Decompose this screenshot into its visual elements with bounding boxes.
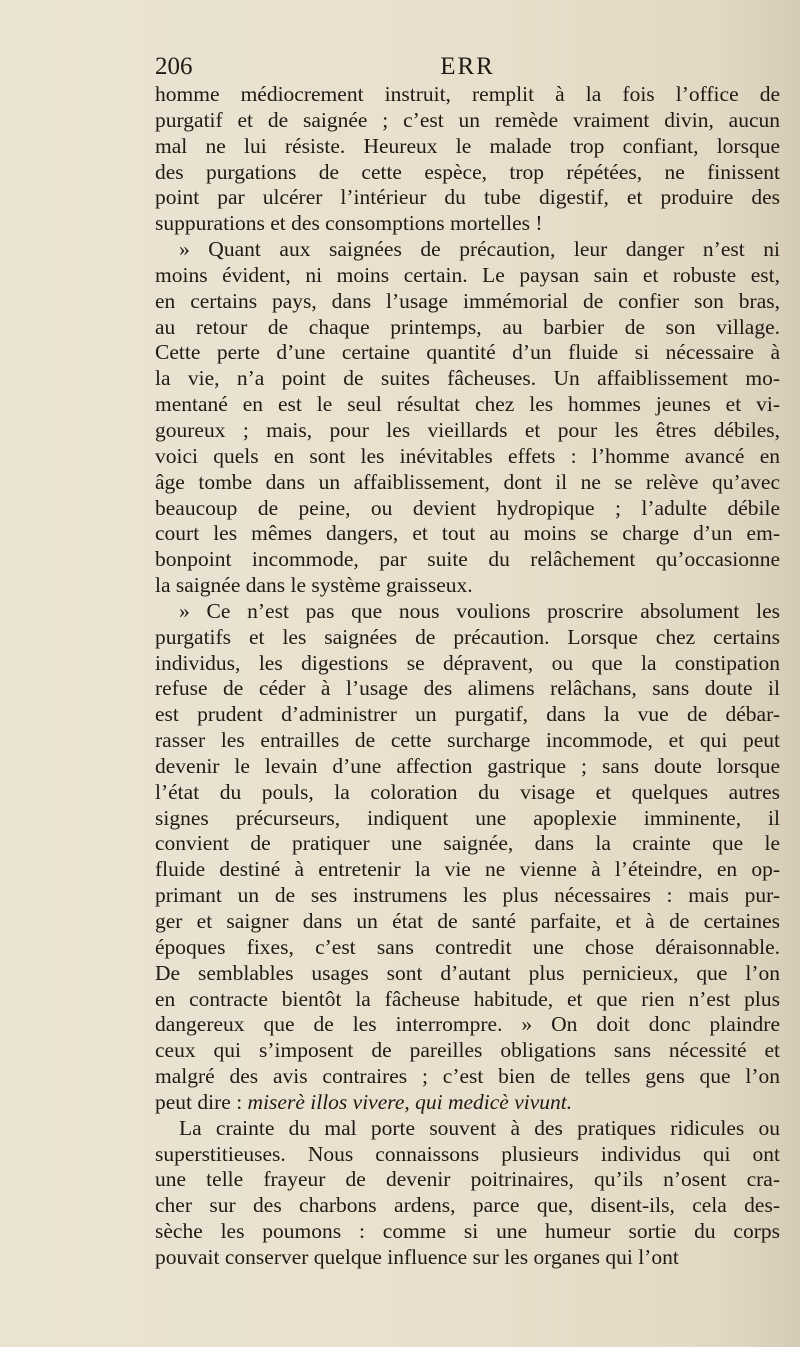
- text-line: peut dire : miserè illos vivere, qui medicè vivunt.: [155, 1089, 573, 1114]
- text-line: homme médiocrement instruit, remplit à la fois l’office de: [155, 82, 780, 106]
- text-line: la saignée dans le système graisseux.: [155, 573, 473, 598]
- text-line: » Quant aux saignées de précaution, leur danger n’est ni: [179, 237, 780, 262]
- text-line: dangereux que de les interrompre. » On doit donc plaindre: [155, 1012, 780, 1037]
- running-head: ERR: [440, 53, 495, 80]
- text-line: mal ne lui résiste. Heureux le malade trop confiant, lorsque: [155, 133, 780, 158]
- paragraph: [155, 82, 780, 237]
- page-number: 206: [155, 53, 193, 80]
- text-line: la vie, n’a point de suites fâcheuses. Un affaiblissement mo-: [155, 366, 780, 391]
- paragraph: [155, 599, 780, 1116]
- text-line: âge tombe dans un affaiblissement, dont il ne se relève qu’avec: [155, 469, 780, 494]
- paragraph: [155, 1116, 780, 1271]
- text-line: malgré des avis contraires ; c’est bien de telles gens que l’on: [155, 1064, 780, 1089]
- text-line: au retour de chaque printemps, au barbier de son village.: [155, 314, 780, 339]
- text-line: cher sur des charbons ardens, parce que, disent-ils, cela des-: [155, 1193, 780, 1218]
- text-line: en certains pays, dans l’usage immémorial de confier son bras,: [155, 288, 780, 313]
- text-line: pouvait conserver quelque influence sur les organes qui l’ont: [155, 1244, 679, 1269]
- text-line: devenir le levain d’une affection gastrique ; sans doute lorsque: [155, 753, 780, 778]
- text-line: rasser les entrailles de cette surcharge incommode, et qui peut: [155, 728, 780, 753]
- text-line: ger et saigner dans un état de santé parfaite, et à de certaines: [155, 909, 780, 933]
- text-line: voici quels en sont les inévitables effets : l’homme avancé en: [155, 443, 780, 468]
- text-line: court les mêmes dangers, et tout au moins se charge d’un em-: [155, 521, 780, 546]
- text-line: bonpoint incommode, par suite du relâchement qu’occasionne: [155, 547, 780, 572]
- text-line: moins évident, ni moins certain. Le paysan sain et robuste est,: [155, 262, 780, 287]
- text-line: » Ce n’est pas que nous voulions proscrire absolument les: [179, 598, 780, 623]
- text-line: signes précurseurs, indiquent une apoplexie imminente, il: [155, 805, 780, 830]
- text-line: Cette perte d’une certaine quantité d’un fluide si nécessaire à: [155, 340, 780, 365]
- text-line: superstitieuses. Nous connaissons plusieurs individus qui ont: [155, 1141, 780, 1166]
- text-line: des purgations de cette espèce, trop répétées, ne finissent: [155, 159, 780, 184]
- text-line: une telle frayeur de devenir poitrinaires, qu’ils n’osent cra-: [155, 1167, 780, 1192]
- text-line: convient de pratiquer une saignée, dans la crainte que le: [155, 831, 780, 856]
- text-line: individus, les digestions se dépravent, ou que la constipation: [155, 650, 780, 675]
- text-line: époques fixes, c’est sans contredit une chose déraisonnable.: [155, 934, 780, 959]
- text-line: en contracte bientôt la fâcheuse habitude, et que rien n’est plus: [155, 986, 780, 1011]
- text-line: goureux ; mais, pour les vieillards et pour les êtres débiles,: [155, 417, 780, 442]
- text-line: purgatifs et les saignées de précaution. Lorsque chez certains: [155, 624, 780, 649]
- text-line: La crainte du mal porte souvent à des pratiques ridicules ou: [179, 1115, 780, 1140]
- page-header: [155, 52, 780, 82]
- text-line: point par ulcérer l’intérieur du tube digestif, et produire des: [155, 185, 780, 210]
- text-line: fluide destiné à entretenir la vie ne vienne à l’éteindre, en op-: [155, 857, 780, 882]
- text-line: est prudent d’administrer un purgatif, dans la vue de débar-: [155, 702, 780, 727]
- text-line: De semblables usages sont d’autant plus pernicieux, que l’on: [155, 960, 780, 985]
- latin-quotation: miserè illos vivere, qui medicè vivunt.: [247, 1089, 573, 1114]
- paragraph: [155, 237, 780, 599]
- text-line: sèche les poumons : comme si une humeur sortie du corps: [155, 1219, 780, 1244]
- text-line: l’état du pouls, la coloration du visage et quelques autres: [155, 779, 780, 804]
- text-line: primant un de ses instrumens les plus nécessaires : mais pur-: [155, 883, 780, 908]
- text-line: mentané en est le seul résultat chez les hommes jeunes et vi-: [155, 392, 780, 417]
- text-line: beaucoup de peine, ou devient hydropique ; l’adulte débile: [155, 495, 780, 520]
- text-line: suppurations et des consomptions mortelles !: [155, 211, 543, 236]
- text-line: ceux qui s’imposent de pareilles obligations sans nécessité et: [155, 1038, 780, 1063]
- text-line: purgatif et de saignée ; c’est un remède vraiment divin, aucun: [155, 107, 780, 132]
- text-line: refuse de céder à l’usage des alimens relâchans, sans doute il: [155, 676, 780, 701]
- body-text: [155, 82, 780, 1271]
